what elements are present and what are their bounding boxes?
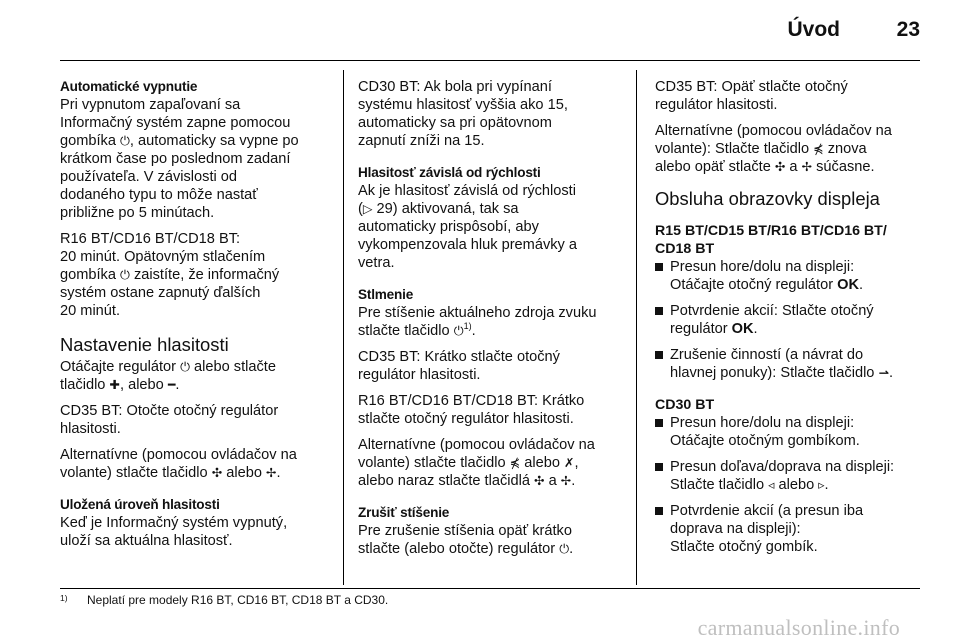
- spacer: [358, 384, 630, 392]
- auto-off-heading: Automatické vypnutie: [60, 79, 198, 94]
- alt-paragraph: [655, 122, 923, 176]
- text-run: súčasne.: [812, 159, 875, 175]
- mute-heading: Stlmenie: [358, 287, 414, 302]
- text-line: [655, 158, 923, 176]
- text-line: zapnutí zníži na 15.: [358, 133, 485, 149]
- text-line: Otáčajte otočným gombíkom.: [670, 433, 860, 449]
- text-run: alebo opäť stlačte: [655, 159, 775, 175]
- speed-volume-section: [358, 164, 630, 272]
- cd35-paragraph: [60, 402, 332, 438]
- mute-alt-icon: ✗: [564, 455, 575, 470]
- power-icon: ⏻: [453, 323, 464, 338]
- volume-up-icon: ✣: [534, 473, 545, 488]
- ok-label: OK: [837, 277, 859, 293]
- text-line: približne po 5 minútach.: [60, 205, 215, 221]
- text-line: Presun hore/dolu na displeji:: [670, 259, 855, 275]
- column-1: [60, 78, 332, 550]
- text-run: alebo: [520, 455, 565, 471]
- text-line: vykompenzovala hluk premávky a: [358, 237, 578, 253]
- spacer: [60, 394, 332, 402]
- text-run: .: [569, 541, 574, 557]
- alt-paragraph: [60, 446, 332, 482]
- cd30-paragraph: [358, 78, 630, 150]
- column-2: [358, 78, 630, 558]
- text-line: R16 BT/CD16 BT/CD18 BT:: [60, 231, 241, 247]
- r16-paragraph: [358, 392, 630, 428]
- text-line: systém ostane zapnutý ďalších: [60, 285, 261, 301]
- spacer: [358, 490, 630, 504]
- models-heading: [655, 222, 923, 258]
- text-run: regulátor: [670, 321, 732, 337]
- minus-icon: ━: [167, 377, 176, 392]
- list-item: [655, 302, 923, 338]
- text-run: volante) stlačte tlačidlo: [60, 465, 212, 481]
- text-line: [670, 476, 923, 494]
- text-run: a: [544, 473, 561, 489]
- saved-volume-section: [60, 496, 332, 550]
- text-run: .: [753, 321, 758, 337]
- text-run: volante) stlačte tlačidlo: [358, 455, 510, 471]
- text-line: [670, 364, 923, 382]
- text-run: Otáčajte regulátor: [60, 359, 181, 375]
- cd35-paragraph: [655, 78, 923, 114]
- text-line: R16 BT/CD16 BT/CD18 BT: Krátko: [358, 393, 585, 409]
- text-run: .: [471, 323, 476, 339]
- text-run: .: [824, 477, 829, 493]
- text-line: 20 minút.: [60, 303, 121, 319]
- text-line: Informačný systém zapne pomocou: [60, 115, 291, 131]
- mute-icon: ⋠: [813, 141, 824, 156]
- text-line: Potvrdenie akcií (a presun iba: [670, 503, 864, 519]
- power-icon: ⏻: [559, 541, 570, 556]
- text-line: krátkom čase po poslednom zadaní: [60, 151, 291, 167]
- text-run: , automaticky sa vypne po: [129, 133, 299, 149]
- volume-up-icon: ✣: [211, 465, 223, 480]
- cd35-paragraph: [358, 348, 630, 384]
- text-line: regulátor hlasitosti.: [655, 97, 778, 113]
- text-line: [670, 276, 923, 294]
- list-item: [655, 346, 923, 382]
- text-run: alebo stlačte: [189, 359, 276, 375]
- text-line: Alternatívne (pomocou ovládačov na: [60, 447, 297, 463]
- text-line: Keď je Informačný systém vypnutý,: [60, 515, 288, 531]
- display-heading: Obsluha obrazovky displeja: [655, 188, 880, 209]
- auto-off-section: [60, 78, 332, 222]
- spacer: [655, 114, 923, 122]
- cd30-bullet-list: [655, 414, 923, 556]
- spacer: [358, 150, 630, 164]
- text-run: .: [888, 365, 894, 381]
- text-line: [60, 266, 332, 284]
- text-run: tlačidlo: [60, 377, 110, 393]
- text-run: stlačte (alebo otočte) regulátor: [358, 541, 560, 557]
- footnote-rule: [60, 588, 920, 589]
- footnote-mark: 1): [60, 593, 68, 603]
- text-line: [60, 464, 332, 482]
- text-run: gombíka: [60, 133, 121, 149]
- text-line: hlasitosti.: [60, 421, 121, 437]
- text-line: regulátor hlasitosti.: [358, 367, 481, 383]
- speed-volume-heading: Hlasitosť závislá od rýchlosti: [358, 165, 541, 180]
- text-line: [358, 200, 630, 218]
- text-line: Pri vypnutom zapaľovaní sa: [60, 97, 241, 113]
- header-rule: [60, 60, 920, 61]
- text-run: hlavnej ponuky): Stlačte tlačidlo: [670, 365, 879, 381]
- spacer: [60, 222, 332, 230]
- text-line: [358, 540, 630, 558]
- page-number: 23: [896, 18, 920, 41]
- text-line: Alternatívne (pomocou ovládačov na: [358, 437, 595, 453]
- text-run: alebo: [222, 465, 267, 481]
- text-line: [655, 140, 923, 158]
- column-divider-1: [343, 70, 344, 585]
- footnote: [60, 593, 388, 607]
- text-line: Presun doľava/doprava na displeji:: [670, 459, 895, 475]
- text-line: [60, 358, 332, 376]
- text-run: zaistíte, že informačný: [129, 267, 280, 283]
- spacer: [358, 340, 630, 348]
- text-line: systému hlasitosť vyššia ako 15,: [358, 97, 568, 113]
- back-icon: ⇀: [878, 365, 889, 380]
- text-line: CD35 BT: Otočte otočný regulátor: [60, 403, 279, 419]
- text-line: doprava na displeji):: [670, 521, 801, 537]
- text-line: stlačte otočný regulátor hlasitosti.: [358, 411, 574, 427]
- ok-label: OK: [731, 321, 754, 337]
- text-line: používateľa. V závislosti od: [60, 169, 238, 185]
- footnote-ref: 1): [463, 321, 472, 332]
- power-icon: ⏻: [120, 133, 130, 148]
- text-line: CD30 BT: Ak bola pri vypínaní: [358, 79, 552, 95]
- text-line: 20 minút. Opätovným stlačením: [60, 249, 266, 265]
- r16-paragraph: [60, 230, 332, 320]
- volume-down-icon: ✢: [266, 465, 277, 480]
- text-run: , alebo: [119, 377, 168, 393]
- volume-up-icon: ✣: [774, 159, 786, 174]
- reference-arrow-icon: ▷: [362, 201, 373, 216]
- text-line: [358, 322, 630, 340]
- text-line: R15 BT/CD15 BT/R16 BT/CD16 BT/: [655, 223, 887, 239]
- volume-down-icon: ✢: [560, 473, 572, 488]
- text-line: CD18 BT: [655, 241, 715, 257]
- plus-icon: ✚: [109, 377, 120, 392]
- text-run: volante): Stlačte tlačidlo: [655, 141, 814, 157]
- page-title: Úvod: [787, 18, 840, 41]
- column-3: [655, 78, 923, 564]
- power-icon: ⏻: [120, 267, 130, 282]
- mute-section: [358, 286, 630, 340]
- models-bullet-list: [655, 258, 923, 382]
- volume-heading: Nastavenie hlasitosti: [60, 334, 229, 355]
- page-header: [60, 0, 920, 60]
- spacer: [60, 482, 332, 496]
- text-line: vetra.: [358, 255, 395, 271]
- unmute-section: [358, 504, 630, 558]
- text-run: .: [859, 277, 864, 293]
- text-line: Alternatívne (pomocou ovládačov na: [655, 123, 892, 139]
- text-line: [358, 454, 630, 472]
- alt-paragraph: [358, 436, 630, 490]
- text-line: Zrušenie činností (a návrat do: [670, 347, 864, 363]
- footnote-text: Neplatí pre modely R16 BT, CD16 BT, CD18 BT a CD30.: [87, 593, 389, 607]
- mute-icon: ⋠: [509, 455, 521, 470]
- text-run: 29) aktivovaná, tak sa: [372, 201, 519, 217]
- spacer: [358, 428, 630, 436]
- text-line: automaticky prispôsobí, aby: [358, 219, 539, 235]
- text-line: Potvrdenie akcií: Stlačte otočný: [670, 303, 874, 319]
- text-line: [60, 376, 332, 394]
- volume-down-icon: ✢: [801, 159, 813, 174]
- text-run: a: [785, 159, 802, 175]
- spacer: [60, 438, 332, 446]
- list-item: [655, 502, 923, 556]
- cd30-heading: CD30 BT: [655, 397, 715, 413]
- text-run: Stlačte tlačidlo: [670, 477, 769, 493]
- right-arrow-icon: ▹: [818, 477, 825, 492]
- text-run: .: [571, 473, 576, 489]
- text-run: .: [276, 465, 281, 481]
- power-icon: ⏻: [180, 359, 190, 374]
- text-run: gombíka: [60, 267, 121, 283]
- text-run: alebo naraz stlačte tlačidlá: [358, 473, 535, 489]
- text-line: Stlačte otočný gombík.: [670, 539, 818, 555]
- list-item: [655, 414, 923, 450]
- watermark: carmanualsonline.info: [697, 615, 900, 640]
- text-run: stlačte tlačidlo: [358, 323, 454, 339]
- text-line: Pre stíšenie aktuálneho zdroja zvuku: [358, 305, 597, 321]
- text-line: CD35 BT: Krátko stlačte otočný: [358, 349, 560, 365]
- text-line: [60, 132, 332, 150]
- column-divider-2: [636, 70, 637, 585]
- text-run: .: [175, 377, 180, 393]
- text-line: automaticky sa pri opätovnom: [358, 115, 552, 131]
- text-run: znova: [823, 141, 867, 157]
- unmute-heading: Zrušiť stíšenie: [358, 505, 450, 520]
- volume-paragraph: [60, 358, 332, 394]
- text-line: [358, 472, 630, 490]
- text-line: [670, 320, 923, 338]
- text-run: Otáčajte otočný regulátor: [670, 277, 838, 293]
- text-line: CD35 BT: Opäť stlačte otočný: [655, 79, 848, 95]
- list-item: [655, 258, 923, 294]
- left-arrow-icon: ◃: [768, 477, 775, 492]
- text-line: Ak je hlasitosť závislá od rýchlosti: [358, 183, 576, 199]
- text-run: ,: [574, 455, 579, 471]
- list-item: [655, 458, 923, 494]
- text-run: (: [358, 201, 363, 217]
- saved-volume-heading: Uložená úroveň hlasitosti: [60, 497, 220, 512]
- text-line: dodaného typu to môže nastať: [60, 187, 258, 203]
- text-line: Presun hore/dolu na displeji:: [670, 415, 855, 431]
- text-line: uloží sa aktuálna hlasitosť.: [60, 533, 233, 549]
- text-run: alebo: [774, 477, 819, 493]
- spacer: [358, 272, 630, 286]
- text-line: Pre zrušenie stíšenia opäť krátko: [358, 523, 572, 539]
